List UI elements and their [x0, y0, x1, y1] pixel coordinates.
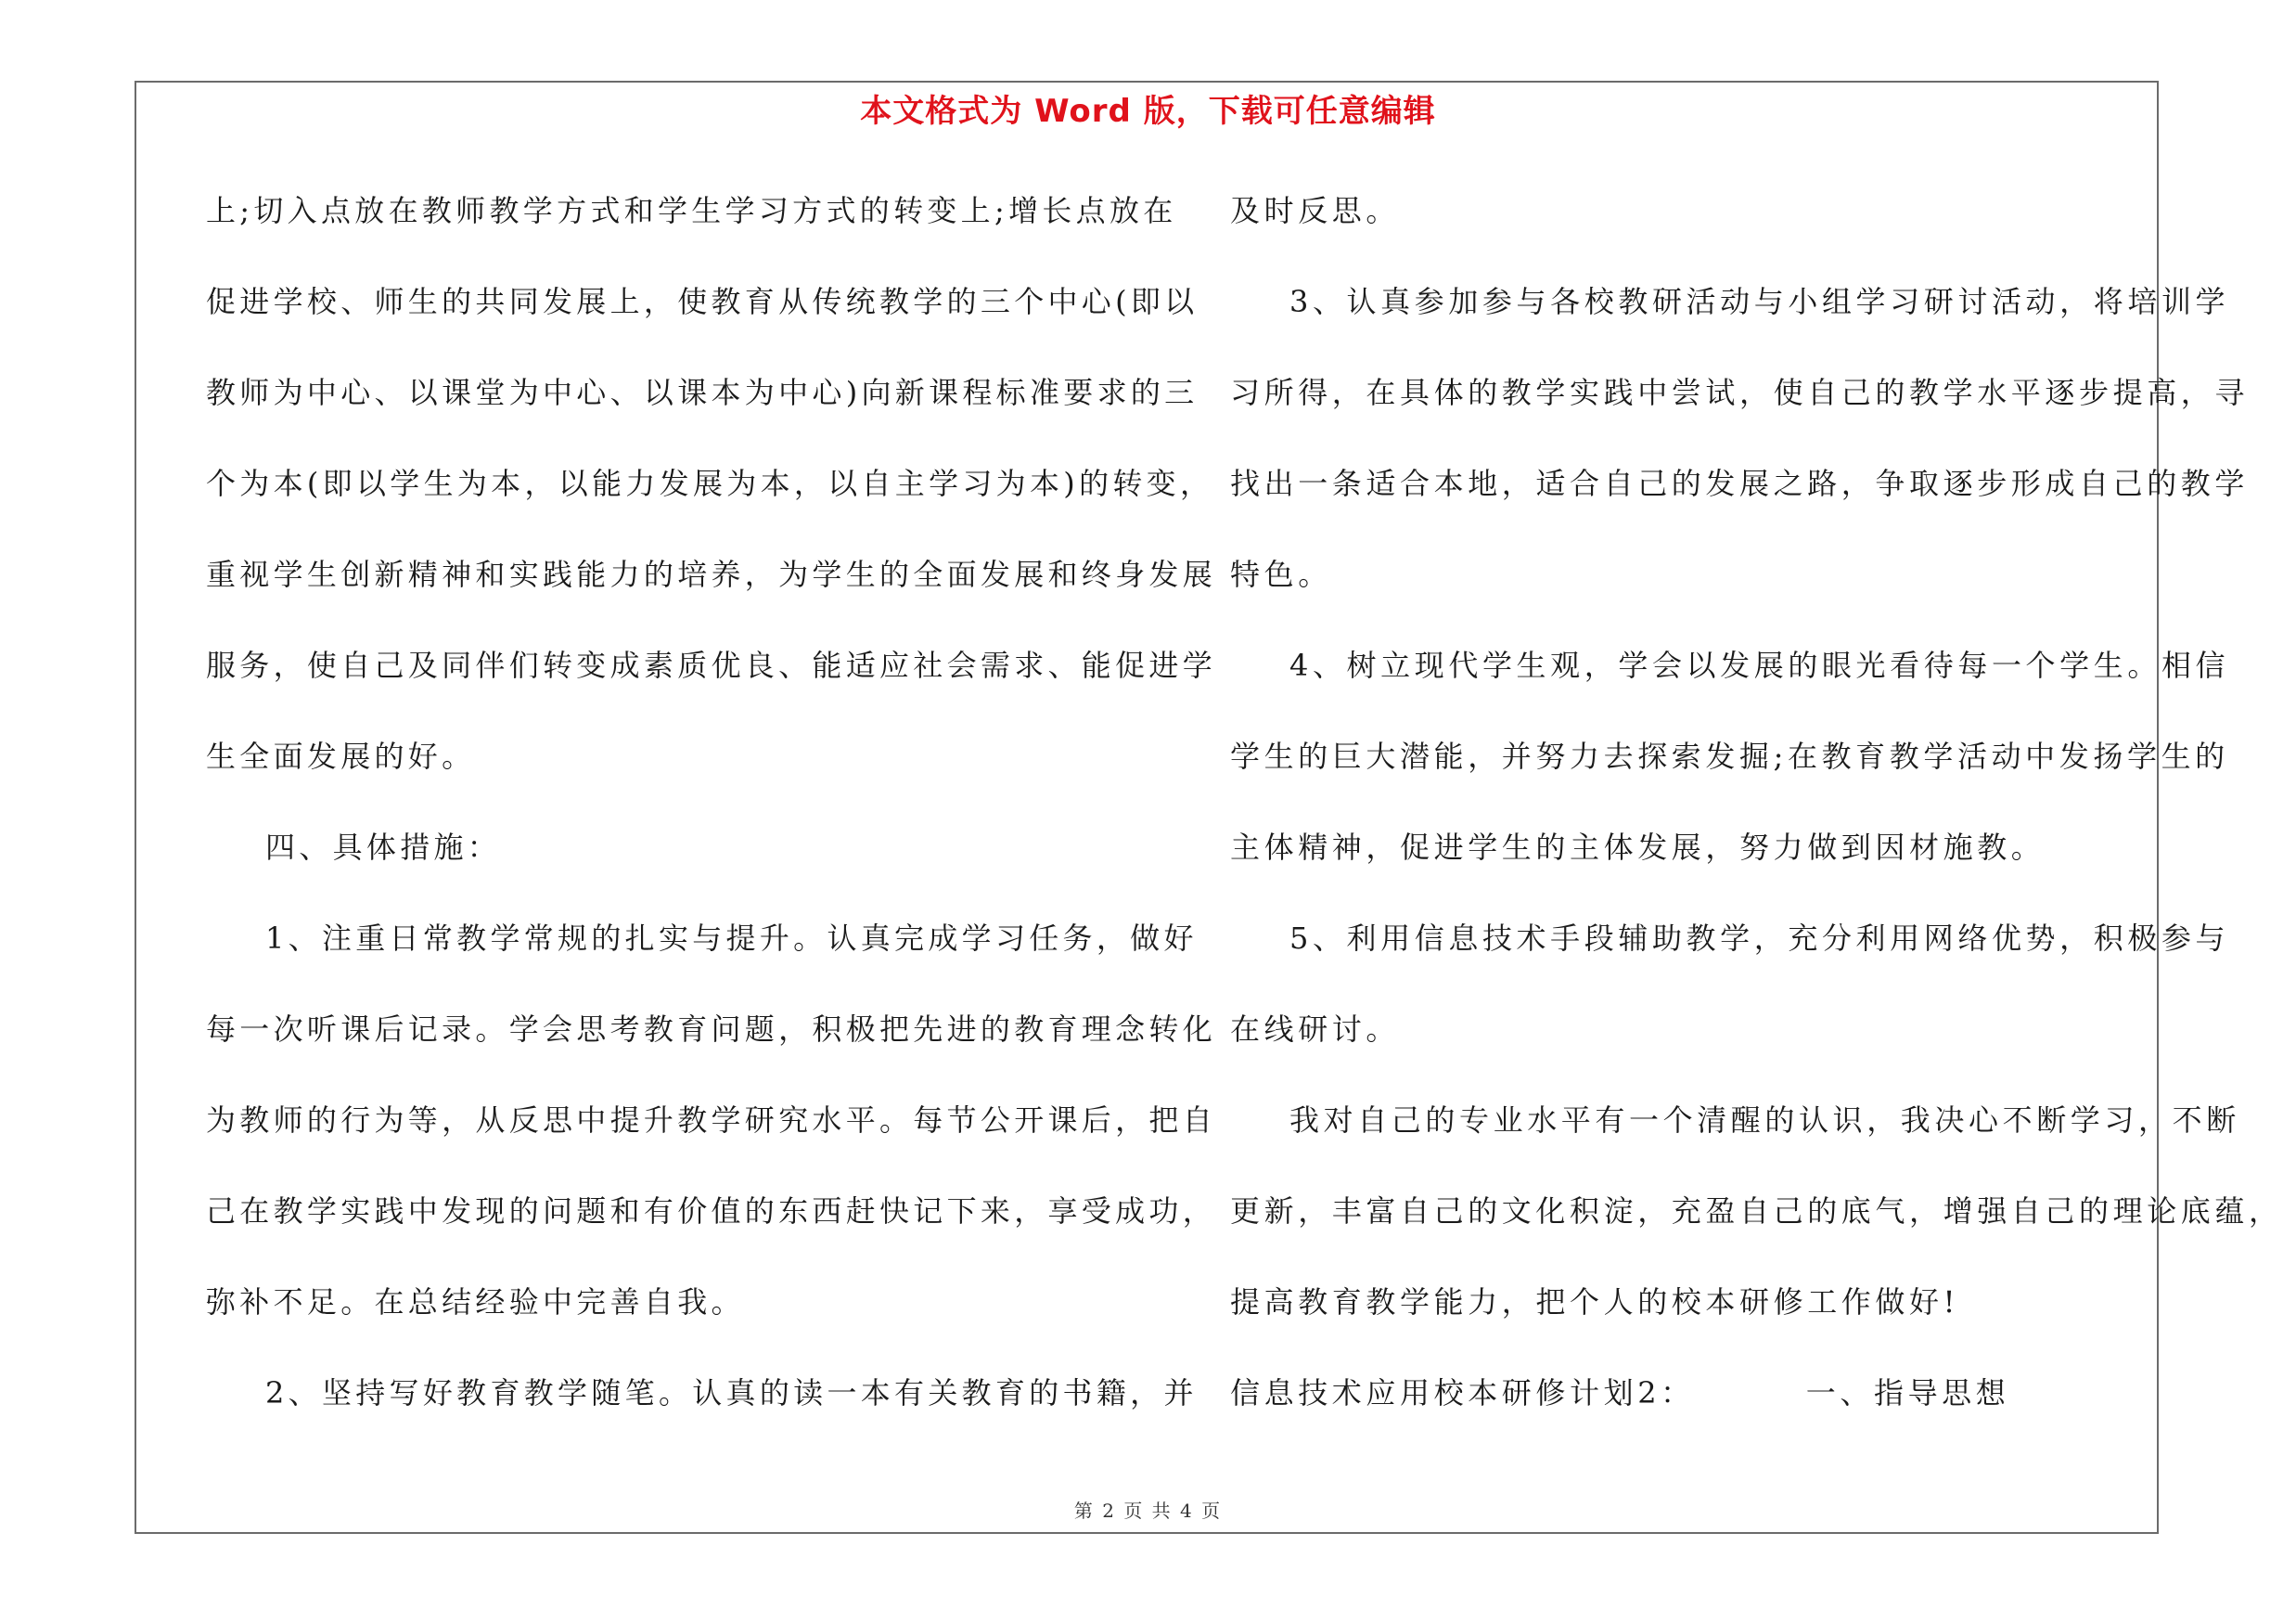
paragraph-line: 教师为中心、以课堂为中心、以课本为中心)向新课程标准要求的三: [206, 375, 1199, 410]
paragraph-line: 特色。: [1230, 557, 1332, 592]
paragraph-line: 上;切入点放在教师教学方式和学生学习方式的转变上;增长点放在: [206, 193, 1177, 228]
paragraph-line: 促进学校、师生的共同发展上，使教育从传统教学的三个中心(即以: [206, 284, 1199, 319]
right-text-column: [1230, 182, 2283, 1455]
paragraph-line: 生全面发展的好。: [206, 739, 476, 774]
paragraph-line: 5、利用信息技术手段辅助教学，充分利用网络优势，积极参与: [1289, 921, 2230, 956]
paragraph-line: 1、注重日常教学常规的扎实与提升。认真完成学习任务，做好: [265, 921, 1198, 956]
paragraph-line: 我对自己的专业水平有一个清醒的认识，我决心不断学习，不断: [1289, 1102, 2240, 1138]
paragraph-line: 主体精神，促进学生的主体发展，努力做到因材施教。: [1230, 830, 2046, 865]
paragraph-line: 习所得，在具体的教学实践中尝试，使自己的教学水平逐步提高，寻: [1230, 375, 2250, 410]
left-text-column: [206, 182, 1217, 1455]
plan-heading-line: [1230, 1364, 2158, 1455]
paragraph-line: 学生的巨大潜能，并努力去探索发掘;在教育教学活动中发扬学生的: [1230, 739, 2229, 774]
plan-title: 信息技术应用校本研修计划2：: [1230, 1375, 1695, 1410]
page-number: 第 2 页 共 4 页: [1073, 1500, 1223, 1522]
paragraph-line: 个为本(即以学生为本，以能力发展为本，以自主学习为本)的转变，: [206, 466, 1214, 501]
section-heading: 四、具体措施：: [265, 830, 502, 865]
section-heading: 一、指导思想: [1805, 1375, 2010, 1410]
paragraph-line: 及时反思。: [1230, 193, 1401, 228]
paragraph-line: 2、坚持写好教育教学随笔。认真的读一本有关教育的书籍，并: [265, 1375, 1198, 1410]
paragraph-line: 在线研讨。: [1230, 1011, 1401, 1047]
paragraph-line: 重视学生创新精神和实践能力的培养，为学生的全面发展和终身发展: [206, 557, 1217, 592]
paragraph-line: 弥补不足。在总结经验中完善自我。: [206, 1284, 745, 1320]
paragraph-line: 找出一条适合本地，适合自己的发展之路，争取逐步形成自己的教学: [1230, 466, 2250, 501]
paragraph-line: 3、认真参加参与各校教研活动与小组学习研讨活动，将培训学: [1289, 284, 2230, 319]
paragraph-line: 己在教学实践中发现的问题和有价值的东西赶快记下来，享受成功，: [206, 1193, 1217, 1229]
paragraph-line: 服务，使自己及同伴们转变成素质优良、能适应社会需求、能促进学: [206, 648, 1217, 683]
paragraph-line: 每一次听课后记录。学会思考教育问题，积极把先进的教育理念转化: [206, 1011, 1217, 1047]
paragraph-line: 4、树立现代学生观，学会以发展的眼光看待每一个学生。相信: [1289, 648, 2230, 683]
paragraph-line: 更新，丰富自己的文化积淀，充盈自己的底气，增强自己的理论底蕴，: [1230, 1193, 2283, 1229]
paragraph-line: 提高教育教学能力，把个人的校本研修工作做好!: [1230, 1284, 1960, 1320]
page-header-notice: 本文格式为 Word 版，下载可任意编辑: [860, 93, 1436, 130]
paragraph-line: 为教师的行为等，从反思中提升教学研究水平。每节公开课后，把自: [206, 1102, 1217, 1138]
